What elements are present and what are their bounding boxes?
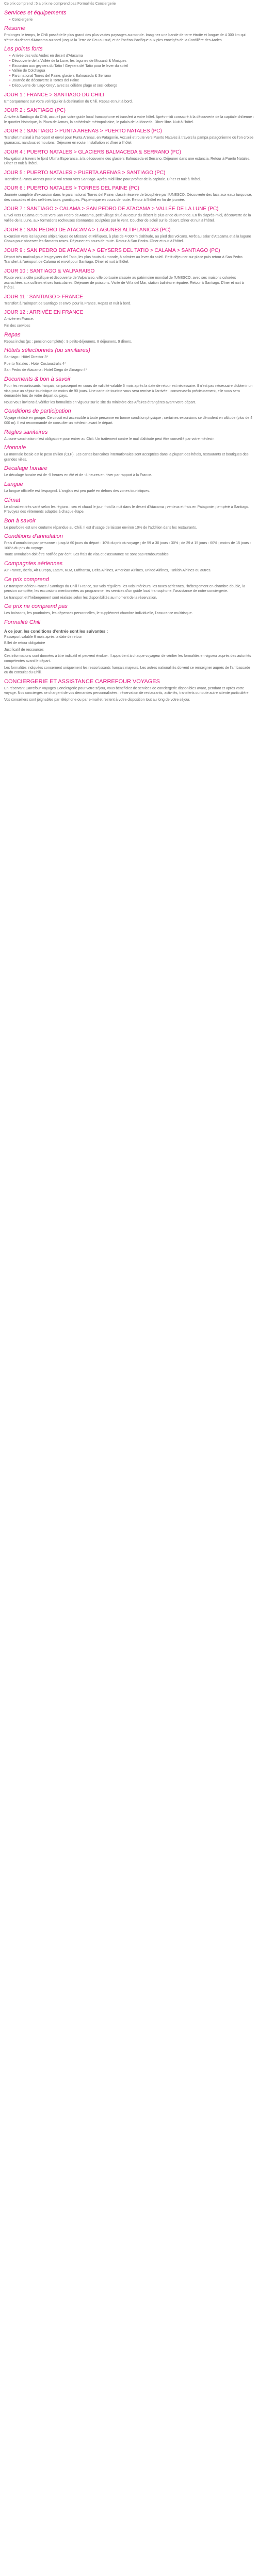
comprend-text: Le transport aérien France / Santiago du Chili / France, sur vols réguliers, les vols intérieurs, les taxes aériennes, l'hébergement en chambre double, la pension complète, les excursions mentionnées au programme, les services d'un guide local francophone, l'assistance de notre conciergerie. xyxy=(4,584,246,594)
day-text: Excursion vers les lagunes altiplaniques de Miscanti et Miñiques, à plus de 4 000 m d'altitude, au pied des volcans. Arrêt au salar d'Atacama et à la lagune Chaxa pour observer les flamants roses. Déjeuner en cours de route. Retour à San Pedro. Dîner et nuit à l'hôtel. xyxy=(4,234,251,244)
decalage-title: Décalage horaire xyxy=(4,465,47,472)
comprend-text-2: Le transport et l'hébergement sont réalisés selon les disponibilités au moment de la réservation. xyxy=(4,596,157,600)
list-item: • Parc national Torres del Paine, glaciers Balmaceda & Serrano xyxy=(9,74,255,79)
concierge-title: CONCIERGERIE ET ASSISTANCE CARREFOUR VOYAGES xyxy=(4,678,160,685)
day-title: JOUR 2 : SANTIAGO (PC) xyxy=(4,108,66,114)
day-title: JOUR 6 : PUERTO NATALES > TORRES DEL PAINE (PC) xyxy=(4,185,140,192)
day-title: JOUR 10 : SANTIAGO & VALPARAISO xyxy=(4,268,95,275)
day-title: JOUR 11 : SANTIAGO > FRANCE xyxy=(4,294,83,300)
monnaie-title: Monnaie xyxy=(4,445,26,451)
bienvenue-text: Prolongez le temps, le Chili possède le plus grand des plus vastes paysages au monde. Imaginez une bande de terre étroite et longue de 4 300 km qui s'étire du désert d'Atacama au nord jusqu'à la Terre de Feu au sud, et de l'océan Pacifique aux pics enneigés de la Cordillère des Andes. xyxy=(4,33,246,42)
repas-title: Repas xyxy=(4,331,21,338)
day-text: Envol vers Calama et route vers San Pedro de Atacama, petit village situé au cœur du désert le plus aride du monde. En fin d'après-midi, découverte de la vallée de la Lune, aux formations rocheuses étonnantes sculptées par le vent. Coucher de soleil sur le désert. Dîner et nuit à l'hôtel. xyxy=(4,214,251,223)
annulation-title: Conditions d'annulation xyxy=(4,533,63,540)
monnaie-text: La monnaie locale est le peso chilien (CLP). Les cartes bancaires internationales sont acceptées dans la plupart des hôtels, restaurants et boutiques des grandes villes. xyxy=(4,453,249,462)
list-item: • Excursion aux geysers du Tatio / Geysers del Tatio pour le lever du soleil xyxy=(9,64,255,69)
formalites-item: Billet de retour obligatoire xyxy=(4,641,45,646)
repas-text: Repas inclus (pc : pension complète) : 9 petits-déjeuners, 8 déjeuners, 9 dîners. xyxy=(4,340,132,344)
day-title: JOUR 1 : FRANCE > SANTIAGO DU CHILI xyxy=(4,92,104,98)
formalites-item: Justificatif de ressources xyxy=(4,648,44,652)
formalites-text: Ces informations sont données à titre indicatif et peuvent évoluer. Il appartient à chaque voyageur de vérifier les formalités en vigueur auprès des autorités compétentes avant le départ. xyxy=(4,654,251,663)
formalites-text-2: Les formalités indiquées concernent uniquement les ressortissants français majeurs. Les autres nationalités doivent se renseigner auprès de l'ambassade ou du consulat du Chili. xyxy=(4,666,250,675)
hotel-item: Santiago : Hôtel Director 3* xyxy=(4,355,48,360)
savoir-title: Bon à savoir xyxy=(4,517,36,524)
list-item: • Journée de découverte à Torres del Paine xyxy=(9,78,255,83)
day-title: JOUR 12 : ARRIVÉE EN FRANCE xyxy=(4,310,84,316)
bienvenue-title: Résumé xyxy=(4,25,25,32)
fin-services: Fin des services xyxy=(4,324,30,328)
list-item: • Découverte de la Vallée de la Lune, les lagunes de Miscanti & Miniques xyxy=(9,59,255,64)
day-title: JOUR 7 : SANTIAGO > CALAMA > SAN PEDRO DE ATACAMA > VALLÉE DE LA LUNE (PC) xyxy=(4,206,219,212)
intro-text: Ce prix comprend : 5 a prix ne comprend pas Formalités Conciergerie xyxy=(4,2,116,6)
regles-title: Règles sanitaires xyxy=(4,429,48,435)
list-item: • Conciergerie xyxy=(9,18,255,23)
climat-text: Le climat est très varié selon les régions : sec et chaud le jour, froid la nuit dans le désert d'Atacama ; venteux et frais en Patagonie ; tempéré à Santiago. Prévoyez des vêtements adaptés à chaque étape. xyxy=(4,505,249,514)
ne-comprend-text: Les boissons, les pourboires, les dépenses personnelles, le supplément chambre individuelle, l'assurance multirisque. xyxy=(4,612,193,616)
langue-title: Langue xyxy=(4,481,23,487)
langue-text: La langue officielle est l'espagnol. L'anglais est peu parlé en dehors des zones touristiques. xyxy=(4,489,150,493)
climat-title: Climat xyxy=(4,497,21,503)
decalage-text: Le décalage horaire est de -5 heures en été et de -4 heures en hiver par rapport à la France. xyxy=(4,473,152,478)
hotel-item: San Pedro de Atacama : Hotel Diego de Almagro 4* xyxy=(4,368,87,372)
formalites-subtitle: A ce jour, les conditions d'entrée sont les suivantes : xyxy=(4,629,108,634)
day-title: JOUR 3 : SANTIAGO > PUNTA ARENAS > PUERTO NATALES (PC) xyxy=(4,128,162,134)
formalites-item: Passeport valable 6 mois après la date de retour xyxy=(4,635,82,639)
day-text: Transfert à l'aéroport de Santiago et envol pour la France. Repas et nuit à bord. xyxy=(4,301,132,306)
points-title: Les points forts xyxy=(4,46,43,53)
day-title: JOUR 5 : PUERTO NATALES > PUERTA ARENAS > SANTIAGO (PC) xyxy=(4,170,166,176)
concierge-text-2: Vos conseillers sont joignables par téléphone ou par e-mail et restent à votre disposition tout au long de votre séjour. xyxy=(4,698,190,702)
regles-text: Aucune vaccination n'est obligatoire pour entrer au Chili. Un traitement contre le mal d'altitude peut être conseillé par votre médecin. xyxy=(4,437,216,441)
comprend-title: Ce prix comprend xyxy=(4,576,49,583)
concierge-text: En réservant Carrefour Voyages Conciergerie pour votre séjour, vous bénéficiez de services de conciergerie disponibles avant, pendant et après votre voyage. Nos concierges se chargent de vos demandes personnalisées : réservation de restaurants, activités, transferts ou toute autre attente particulière. xyxy=(4,686,250,696)
day-text: Route vers la côte pacifique et découverte de Valparaiso, ville portuaire classée au patrimoine mondial de l'UNESCO, avec ses maisons colorées accrochées aux collines et ses funiculaires. Déjeuner de poissons. Visite de Viña del Mar, station balnéaire réputée. Retour à Santiago. Dîner et nuit à l'hôtel. xyxy=(4,276,244,290)
day-text: Départ très matinal pour les geysers del Tatio, les plus hauts du monde, à admirer au lever du soleil. Petit-déjeuner sur place puis retour à San Pedro. Transfert à l'aéroport de Calama et envol pour Santiago. Dîner et nuit à l'hôtel. xyxy=(4,255,244,264)
day-text: Embarquement sur votre vol régulier à destination du Chili. Repas et nuit à bord. xyxy=(4,99,133,104)
docs-text: Pour les ressortissants français, un passeport en cours de validité valable 6 mois après la date de retour est nécessaire. Il n'est pas nécessaire d'obtenir un visa pour un séjour touristique de moins de 90 jours. Une carte de touriste vous sera remise à l'arrivée : conservez-la précieusement, elle vous sera demandée lors de votre départ du pays. xyxy=(4,384,253,398)
services-list xyxy=(4,18,255,23)
points-list xyxy=(4,54,255,88)
hotels-title: Hôtels sélectionnés (ou similaires) xyxy=(4,347,90,354)
formalites-title: Formalité Chili xyxy=(4,619,41,626)
services-title: Services et équipements xyxy=(4,9,67,16)
day-text: Navigation à travers le fjord Ultima Esperanza, à la découverte des glaciers Balmaceda et Serrano. Déjeuner dans une estancia. Retour à Puerto Natales. Dîner et nuit à l'hôtel. xyxy=(4,157,251,166)
annulation-text: Frais d'annulation par personne : jusqu'à 60 jours du départ : 10% du prix du voyage ; de 59 à 30 jours : 30% ; de 29 à 15 jours : 60% ; moins de 15 jours : 100% du prix du voyage. xyxy=(4,541,251,550)
day-title: JOUR 8 : SAN PEDRO DE ATACAMA > LAGUNES ALTIPLANICAS (PC) xyxy=(4,227,171,233)
list-item: • Vallée de Colchagua xyxy=(9,69,255,74)
day-text: Transfert à Punta Arenas pour le vol retour vers Santiago. Après-midi libre pour profiter de la capitale. Dîner et nuit à l'hôtel. xyxy=(4,177,201,181)
conditions-title: Conditions de participation xyxy=(4,408,71,415)
day-text: Arrivée en France. xyxy=(4,317,34,321)
list-item: • Arrivée des vols Andes en désert d'Atacama xyxy=(9,54,255,59)
day-title: JOUR 9 : SAN PEDRO DE ATACAMA > GEYSERS DEL TATIO > CALAMA > SANTIAGO (PC) xyxy=(4,247,220,253)
list-item: • Découverte de 'Lago Grey', avec sa célèbre plage et ses icebergs xyxy=(9,83,255,89)
compagnies-title: Compagnies aériennes xyxy=(4,561,63,567)
ne-comprend-title: Ce prix ne comprend pas xyxy=(4,603,68,610)
day-text: Transfert matinal à l'aéroport et envol pour Punta Arenas, en Patagonie. Accueil et route vers Puerto Natales à travers la pampa patagonienne où l'on croise guanacos, nandous et moutons. Déjeuner en route. Installation et dîner à l'hôtel. xyxy=(4,136,253,145)
compagnies-text: Air France, Iberia, Air Europa, Latam, KLM, Lufthansa, Delta Airlines, American Airlines, United Airlines, Turkish Airlines ou autres. xyxy=(4,569,212,573)
day-title: JOUR 4 : PUERTO NATALES > GLACIERS BALMACEDA & SERRANO (PC) xyxy=(4,149,181,155)
day-text: Arrivée à Santiago du Chili, accueil par votre guide local francophone et transfert à votre hôtel. Après-midi consacré à la découverte de la capitale chilienne : le quartier historique, la Plaza de Armas, la cathédrale métropolitaine, le palais de la Moneda. Dîner libre. Nuit à l'hôtel. xyxy=(4,115,254,124)
docs-text-2: Nous vous invitons à vérifier les formalités en vigueur sur le site du ministère des Affaires étrangères avant votre départ. xyxy=(4,400,196,404)
page xyxy=(0,0,258,703)
day-text: Journée complète d'excursion dans le parc national Torres del Paine, classé réserve de biosphère par l'UNESCO. Découverte des lacs aux eaux turquoise, des cascades et des célèbres tours granitiques. Pique-nique en cours de route. Retour à l'hôtel en fin de journée. xyxy=(4,193,252,202)
docs-title: Documents & bon à savoir xyxy=(4,376,71,382)
savoir-text: Le pourboire est une coutume répandue au Chili. Il est d'usage de laisser environ 10% de l'addition dans les restaurants. xyxy=(4,526,197,530)
conditions-text: Voyage réalisé en groupe. Ce circuit est accessible à toute personne en bonne condition physique ; certaines excursions se déroulent en altitude (plus de 4 000 m). Il est recommandé de consulter un médecin avant le départ. xyxy=(4,416,252,425)
annulation-text-2: Toute annulation doit être notifiée par écrit. Les frais de visa et d'assurance ne sont pas remboursables. xyxy=(4,553,170,557)
hotel-item: Puerto Natales : Hotel Costaustralis 4* xyxy=(4,362,66,366)
